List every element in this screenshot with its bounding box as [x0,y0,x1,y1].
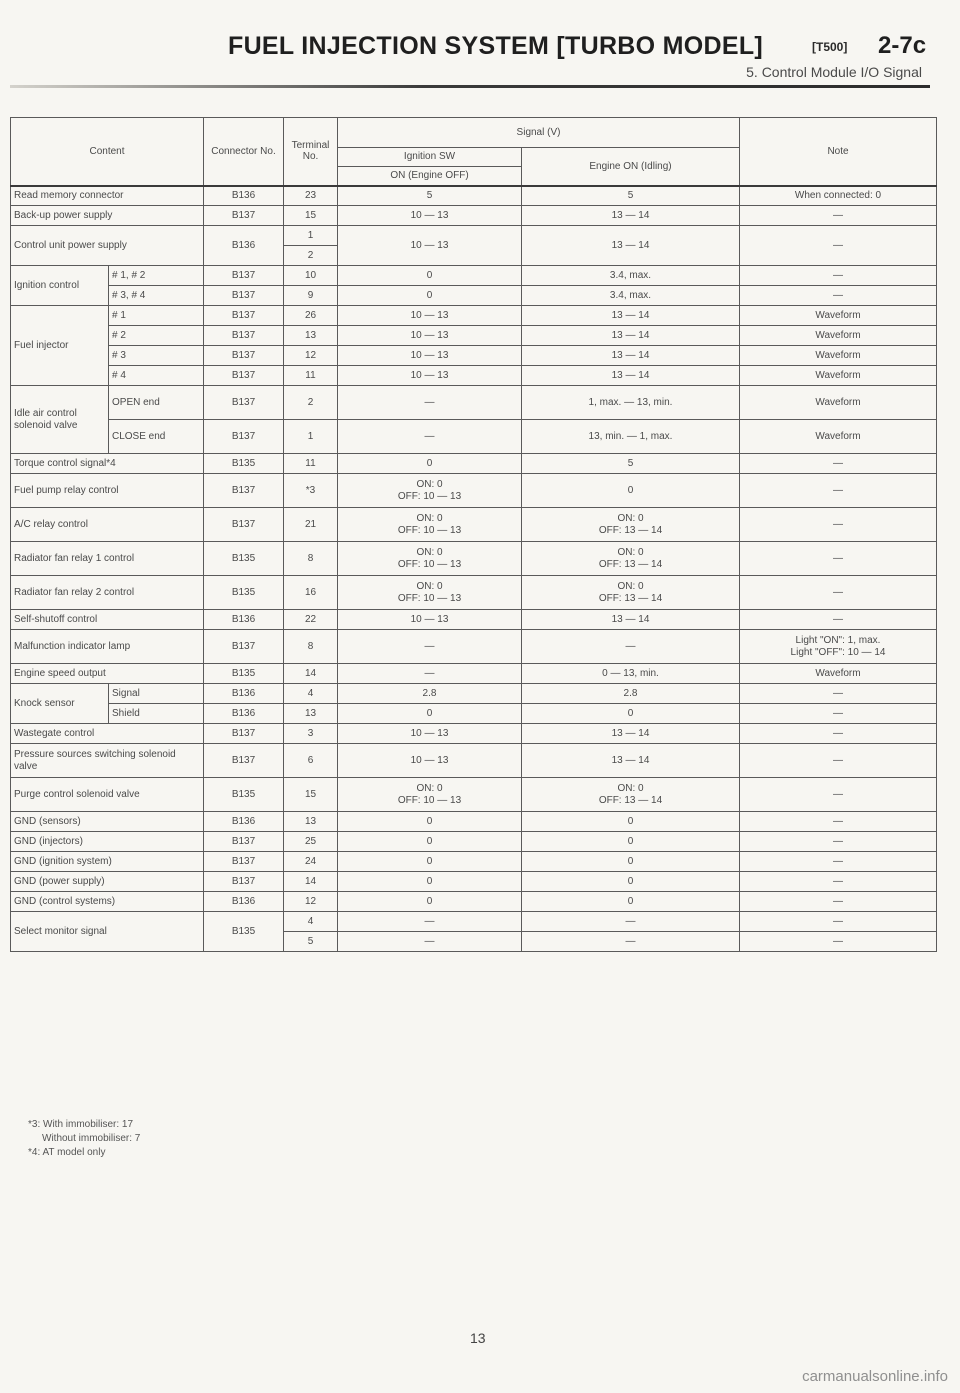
table-row [11,778,937,812]
terminal-cell: 4 [284,912,338,932]
connector-cell: B137 [204,474,284,508]
header-signal: Signal (V) [338,118,740,148]
section-code: [T500] [812,40,848,54]
table-row [11,508,937,542]
engine-cell: 13 — 14 [522,610,740,630]
connector-cell: B135 [204,778,284,812]
header-ignition-sw-sub: ON (Engine OFF) [338,167,522,186]
engine-cell: 5 [522,454,740,474]
terminal-cell: 11 [284,366,338,386]
ignition-off-value: OFF: 10 — 13 [397,592,462,604]
engine-off-value: OFF: 13 — 14 [598,592,663,604]
engine-cell: 3.4, max. [522,286,740,306]
connector-cell: B136 [204,892,284,912]
engine-on-value: ON: 0 [617,547,644,558]
connector-cell: B137 [204,872,284,892]
note-cell: — [740,610,937,630]
engine-cell: — [522,630,740,664]
ignition-cell [338,542,522,576]
engine-cell: 2.8 [522,684,740,704]
connector-cell: B135 [204,912,284,952]
table-row [11,630,937,664]
engine-on-value: ON: 0 [617,513,644,524]
engine-cell: 0 — 13, min. [522,664,740,684]
terminal-cell: 8 [284,542,338,576]
engine-cell: 0 [522,832,740,852]
connector-cell: B137 [204,206,284,226]
engine-off-value: OFF: 13 — 14 [598,524,663,536]
engine-on-value: ON: 0 [617,581,644,592]
terminal-cell: 14 [284,872,338,892]
note-cell: Waveform [740,664,937,684]
terminal-cell: 25 [284,832,338,852]
connector-cell: B136 [204,704,284,724]
table-row [11,892,937,912]
connector-cell: B136 [204,186,284,206]
table-row [11,346,937,366]
note-cell: — [740,778,937,812]
note-cell: — [740,744,937,778]
content-cell: GND (control systems) [11,892,204,912]
sub-content-cell: # 4 [109,366,204,386]
connector-cell: B135 [204,576,284,610]
content-cell: GND (ignition system) [11,852,204,872]
connector-cell: B137 [204,852,284,872]
ignition-cell: 0 [338,832,522,852]
ignition-on-value: ON: 0 [416,547,443,558]
engine-off-value: OFF: 13 — 14 [598,794,663,806]
engine-off-value: OFF: 13 — 14 [598,558,663,570]
engine-cell: 13 — 14 [522,366,740,386]
note-cell: Waveform [740,420,937,454]
engine-cell [522,542,740,576]
ignition-cell: 10 — 13 [338,326,522,346]
connector-cell: B137 [204,744,284,778]
footnote-3-continued: Without immobiliser: 7 [42,1133,141,1144]
content-cell: Self-shutoff control [11,610,204,630]
terminal-cell: 12 [284,346,338,366]
ignition-cell: — [338,912,522,932]
note-cell: Waveform [740,346,937,366]
ignition-cell: 0 [338,812,522,832]
io-signal-table [10,117,937,952]
terminal-cell: 2 [284,386,338,420]
note-cell: — [740,576,937,610]
table-row [11,724,937,744]
ignition-cell: — [338,630,522,664]
note-cell: — [740,812,937,832]
ignition-cell: 10 — 13 [338,724,522,744]
content-cell: GND (sensors) [11,812,204,832]
note-cell: — [740,454,937,474]
engine-on-value: ON: 0 [617,783,644,794]
page-number: 13 [470,1330,486,1346]
header-connector: Connector No. [204,118,284,186]
engine-cell [522,778,740,812]
connector-cell: B137 [204,386,284,420]
page-title: FUEL INJECTION SYSTEM [TURBO MODEL] [228,32,764,60]
engine-cell: 13 — 14 [522,306,740,326]
ignition-cell: 2.8 [338,684,522,704]
ignition-cell: 0 [338,872,522,892]
table-row [11,576,937,610]
ignition-off-value: OFF: 10 — 13 [397,524,462,536]
table-row [11,684,937,704]
table-row [11,812,937,832]
ignition-off-value: OFF: 10 — 13 [397,490,462,502]
section-subtitle: 5. Control Module I/O Signal [746,64,922,80]
sub-content-cell: # 1, # 2 [109,266,204,286]
connector-cell: B135 [204,542,284,576]
connector-cell: B136 [204,812,284,832]
footnote-4: *4: AT model only [28,1147,106,1158]
content-cell: Engine speed output [11,664,204,684]
terminal-cell: 23 [284,186,338,206]
ignition-cell: 10 — 13 [338,366,522,386]
content-cell: GND (power supply) [11,872,204,892]
engine-cell: 3.4, max. [522,266,740,286]
ignition-cell: 0 [338,892,522,912]
content-cell: Pressure sources switching solenoid valve [11,744,204,778]
engine-cell: 0 [522,474,740,508]
connector-cell: B137 [204,346,284,366]
connector-cell: B137 [204,366,284,386]
ignition-cell: 10 — 13 [338,226,522,266]
engine-cell: 13, min. — 1, max. [522,420,740,454]
connector-cell: B137 [204,326,284,346]
note-cell: — [740,226,937,266]
ignition-cell: 0 [338,704,522,724]
engine-cell: 0 [522,812,740,832]
note-cell: — [740,912,937,932]
terminal-cell: 2 [284,246,338,266]
terminal-cell: 15 [284,206,338,226]
note-cell: Waveform [740,326,937,346]
ignition-cell: 0 [338,454,522,474]
group-cell: Knock sensor [11,684,109,724]
terminal-cell: 1 [284,226,338,246]
content-cell: Back-up power supply [11,206,204,226]
engine-cell: 5 [522,186,740,206]
table-row [11,542,937,576]
ignition-cell: — [338,664,522,684]
content-cell: Select monitor signal [11,912,204,952]
note-cell: — [740,206,937,226]
content-cell: Radiator fan relay 1 control [11,542,204,576]
ignition-cell: 0 [338,286,522,306]
note-cell: — [740,508,937,542]
ignition-cell: 5 [338,186,522,206]
table-row [11,206,937,226]
table-row [11,186,937,206]
terminal-cell: 9 [284,286,338,306]
table-row [11,306,937,326]
connector-cell: B135 [204,454,284,474]
content-cell: A/C relay control [11,508,204,542]
engine-cell: — [522,932,740,952]
note-cell: Waveform [740,306,937,326]
note-cell: — [740,932,937,952]
connector-cell: B137 [204,286,284,306]
connector-cell: B135 [204,664,284,684]
engine-cell: 0 [522,872,740,892]
footnote-3: *3: With immobiliser: 17 [28,1119,134,1130]
note-off-value: Light "OFF": 10 — 14 [790,646,886,658]
ignition-on-value: ON: 0 [416,513,443,524]
note-cell: — [740,872,937,892]
ignition-cell: — [338,420,522,454]
table-row [11,420,937,454]
engine-cell: 0 [522,704,740,724]
terminal-cell: 13 [284,704,338,724]
terminal-cell: 22 [284,610,338,630]
content-cell: Torque control signal*4 [11,454,204,474]
terminal-cell: 24 [284,852,338,872]
note-cell: — [740,852,937,872]
connector-cell: B136 [204,610,284,630]
table-row [11,872,937,892]
sub-content-cell: # 3, # 4 [109,286,204,306]
terminal-cell: 3 [284,724,338,744]
terminal-cell: 13 [284,326,338,346]
content-cell: GND (injectors) [11,832,204,852]
engine-cell: 13 — 14 [522,326,740,346]
content-cell: Fuel pump relay control [11,474,204,508]
page-reference: 2-7c [878,32,927,59]
ignition-cell: 10 — 13 [338,610,522,630]
ignition-cell [338,778,522,812]
sub-content-cell: # 2 [109,326,204,346]
header-ignition-sw: Ignition SW [338,148,522,167]
terminal-cell: 4 [284,684,338,704]
group-cell: Idle air control solenoid valve [11,386,109,454]
note-cell [740,630,937,664]
header-divider [10,85,930,88]
ignition-cell [338,508,522,542]
note-cell: — [740,832,937,852]
sub-content-cell: # 1 [109,306,204,326]
table-row [11,326,937,346]
note-cell: — [740,684,937,704]
note-cell: — [740,266,937,286]
ignition-cell: 10 — 13 [338,346,522,366]
terminal-cell: 15 [284,778,338,812]
ignition-off-value: OFF: 10 — 13 [397,794,462,806]
connector-cell: B137 [204,508,284,542]
note-cell: — [740,286,937,306]
note-on-value: Light "ON": 1, max. [795,635,881,646]
connector-cell: B137 [204,724,284,744]
ignition-cell: — [338,386,522,420]
header-terminal: Terminal No. [284,118,338,186]
engine-cell: 13 — 14 [522,744,740,778]
connector-cell: B137 [204,420,284,454]
terminal-cell: 11 [284,454,338,474]
note-cell: — [740,724,937,744]
table-row [11,286,937,306]
header-content: Content [11,118,204,186]
group-cell: Fuel injector [11,306,109,386]
table-row [11,454,937,474]
ignition-cell [338,576,522,610]
note-cell: — [740,892,937,912]
note-cell: — [740,474,937,508]
connector-cell: B136 [204,684,284,704]
note-cell: — [740,704,937,724]
content-cell: Malfunction indicator lamp [11,630,204,664]
connector-cell: B137 [204,832,284,852]
engine-cell [522,576,740,610]
sub-content-cell: # 3 [109,346,204,366]
header-note: Note [740,118,937,186]
header-engine-on: Engine ON (Idling) [522,148,740,186]
engine-cell: 0 [522,892,740,912]
connector-cell: B137 [204,630,284,664]
ignition-cell: 0 [338,852,522,872]
terminal-cell: 5 [284,932,338,952]
engine-cell: 13 — 14 [522,206,740,226]
ignition-cell: — [338,932,522,952]
ignition-on-value: ON: 0 [416,479,443,490]
sub-content-cell: OPEN end [109,386,204,420]
content-cell: Radiator fan relay 2 control [11,576,204,610]
terminal-cell: 10 [284,266,338,286]
table-row [11,664,937,684]
content-cell: Read memory connector [11,186,204,206]
table-row [11,474,937,508]
group-cell: Ignition control [11,266,109,306]
table-row [11,852,937,872]
connector-cell: B136 [204,226,284,266]
engine-cell: 13 — 14 [522,724,740,744]
ignition-cell: 0 [338,266,522,286]
table-row [11,744,937,778]
watermark: carmanualsonline.info [802,1368,948,1385]
terminal-cell: 14 [284,664,338,684]
engine-cell [522,508,740,542]
table-row [11,266,937,286]
terminal-cell: 12 [284,892,338,912]
terminal-cell: 6 [284,744,338,778]
table-row [11,610,937,630]
terminal-cell: 16 [284,576,338,610]
connector-cell: B137 [204,266,284,286]
sub-content-cell: Signal [109,684,204,704]
table-row [11,912,937,932]
table-row [11,366,937,386]
terminal-cell: 26 [284,306,338,326]
content-cell: Purge control solenoid valve [11,778,204,812]
note-cell: When connected: 0 [740,186,937,206]
terminal-cell: 8 [284,630,338,664]
content-cell: Control unit power supply [11,226,204,266]
engine-cell: 1, max. — 13, min. [522,386,740,420]
terminal-cell: 21 [284,508,338,542]
ignition-cell: 10 — 13 [338,306,522,326]
table-row [11,386,937,420]
engine-cell: 13 — 14 [522,346,740,366]
sub-content-cell: CLOSE end [109,420,204,454]
ignition-on-value: ON: 0 [416,783,443,794]
engine-cell: 13 — 14 [522,226,740,266]
ignition-cell: 10 — 13 [338,206,522,226]
footnotes [28,1118,140,1160]
note-cell: Waveform [740,366,937,386]
content-cell: Wastegate control [11,724,204,744]
ignition-off-value: OFF: 10 — 13 [397,558,462,570]
note-cell: — [740,542,937,576]
connector-cell: B137 [204,306,284,326]
ignition-cell [338,474,522,508]
engine-cell: — [522,912,740,932]
ignition-on-value: ON: 0 [416,581,443,592]
table-row [11,832,937,852]
terminal-cell: *3 [284,474,338,508]
terminal-cell: 1 [284,420,338,454]
table-row [11,226,937,246]
note-cell: Waveform [740,386,937,420]
engine-cell: 0 [522,852,740,872]
ignition-cell: 10 — 13 [338,744,522,778]
table-row [11,704,937,724]
sub-content-cell: Shield [109,704,204,724]
terminal-cell: 13 [284,812,338,832]
